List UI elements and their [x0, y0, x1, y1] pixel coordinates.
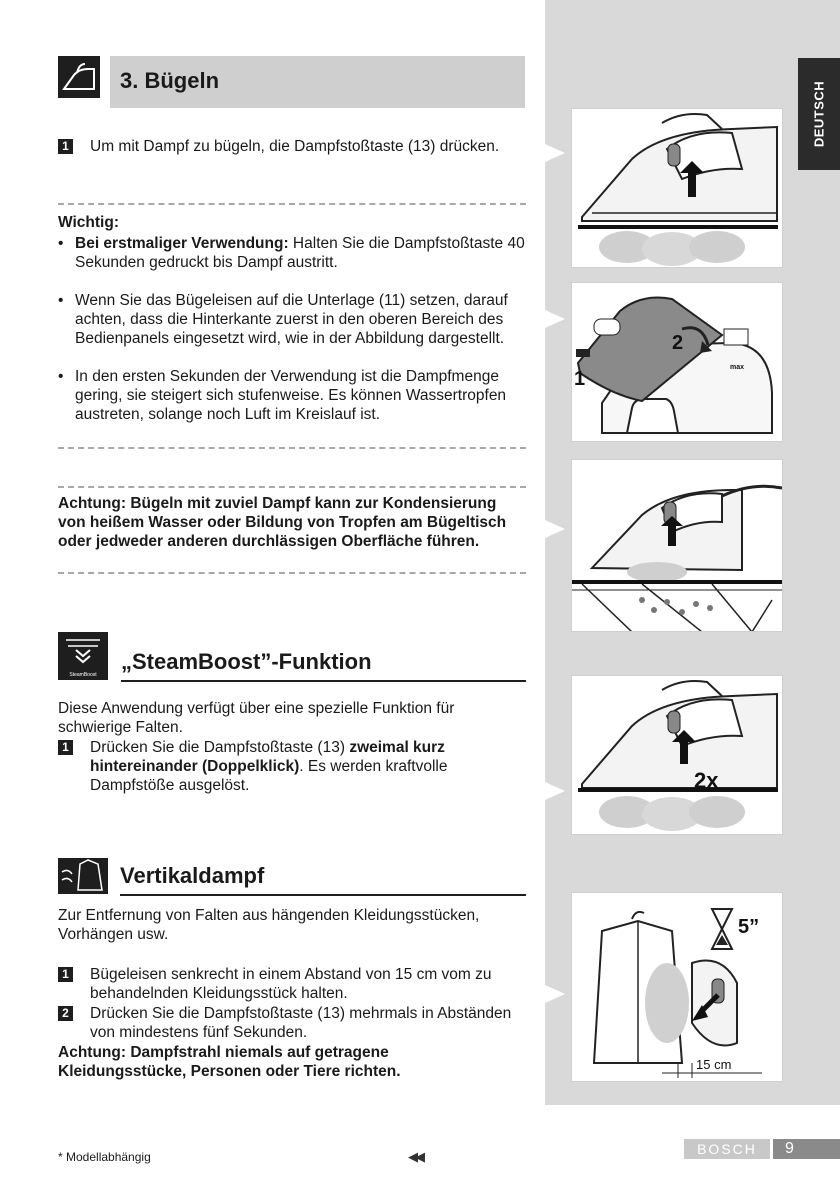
header-rule — [120, 894, 526, 896]
divider — [58, 572, 526, 574]
step-number: 1 — [58, 967, 73, 982]
footnote: * Modellabhängig — [58, 1150, 151, 1164]
figure-pointer — [545, 782, 565, 800]
page-number: 9 — [785, 1140, 794, 1157]
page-number-box — [773, 1139, 840, 1159]
figure-time-label: 5” — [738, 916, 760, 938]
steamboost-intro: Diese Anwendung verfügt über eine spezielle Funktion für schwierige Falten. — [58, 700, 455, 736]
figure-pointer — [545, 144, 565, 162]
figure-distance-label: 15 cm — [696, 1057, 732, 1072]
vertical-step-1 — [58, 965, 526, 1002]
figure-iron-steamboost — [571, 675, 783, 835]
bullet-text: Halten Sie die Dampfstoßtaste 40 Sekunden gedruckt bis Dampf austritt. — [75, 235, 525, 271]
section-title: 3. Bügeln — [120, 68, 220, 93]
caution-steam: Achtung: Bügeln mit zuviel Dampf kann zur Kondensierung von heißem Wasser oder Bildung von Tropfen am Bügeltisch oder jedweder anderen durchlässigen Oberfläche führen. — [58, 495, 507, 550]
important-heading: Wichtig: — [58, 214, 119, 231]
figure-iron-drops — [571, 459, 783, 632]
step-text: Bügeleisen senkrecht in einem Abstand von 15 cm vom zu behandelnden Kleidungsstück halten. — [90, 966, 492, 1002]
language-label: DEUTSCH — [811, 80, 827, 148]
garment-steam-icon — [58, 858, 108, 894]
language-tab[interactable] — [798, 58, 840, 170]
vertical-intro: Zur Entfernung von Falten aus hängenden Kleidungsstücken, Vorhängen usw. — [58, 907, 480, 943]
figure-iron-steam — [571, 108, 783, 268]
step-steam — [58, 137, 526, 156]
divider — [58, 447, 526, 449]
figure-vertical-steam — [571, 892, 783, 1082]
bullet-emphasis: Bei erstmaliger Verwendung: — [75, 235, 289, 252]
steamboost-icon — [58, 632, 108, 680]
figure-pointer — [545, 310, 565, 328]
steamboost-title: „SteamBoost”-Funktion — [121, 649, 372, 674]
caution-vertical: Achtung: Dampfstrahl niemals auf getragene Kleidungsstücke, Personen oder Tiere richten. — [58, 1044, 401, 1080]
figure-pointer — [545, 985, 565, 1003]
steamboost-header — [58, 632, 526, 682]
figure-step-label-1: 1 — [574, 368, 586, 390]
step-text: Drücken Sie die Dampfstoßtaste (13) — [90, 739, 350, 756]
brand-label: BOSCH — [684, 1139, 770, 1159]
step-number: 1 — [58, 139, 73, 154]
step-text: Um mit Dampf zu bügeln, die Dampfstoßtaste (13) drücken. — [90, 138, 500, 155]
vertical-steam-title: Vertikaldampf — [120, 863, 265, 888]
section-header — [58, 56, 525, 108]
step-text: . Es werden kraftvolle Dampfstöße ausgelöst. — [90, 758, 448, 794]
divider — [58, 203, 526, 205]
figure-step-label-2: 2 — [672, 332, 684, 354]
ironing-icon — [58, 56, 100, 98]
bullet-text: Wenn Sie das Bügeleisen auf die Unterlage (11) setzen, darauf achten, dass die Hinterkante zuerst in den oberen Bereich des Bedienpanels eingesetzt wird, wie in der Abbildung dargestellt. — [75, 292, 508, 347]
step-number: 2 — [58, 1006, 73, 1021]
figure-iron-base-placement — [571, 282, 783, 442]
step-number: 1 — [58, 740, 73, 755]
steamboost-icon-label: SteamBoost — [69, 672, 97, 678]
bullet-text: In den ersten Sekunden der Verwendung ist die Dampfmenge gering, sie steigert sich stufenweise. Es können Wassertropfen austreten, solange noch Luft im Kreislauf ist. — [75, 368, 507, 423]
divider — [58, 486, 526, 488]
figure-max-label: max — [730, 364, 745, 371]
previous-page-icon[interactable]: ◀◀ — [408, 1149, 422, 1164]
figure-pointer — [545, 520, 565, 538]
figure-double-click-label: 2x — [694, 768, 719, 793]
steamboost-step — [58, 738, 526, 794]
vertical-step-2 — [58, 1004, 526, 1041]
vertical-steam-header — [58, 846, 526, 896]
step-text: Drücken Sie die Dampfstoßtaste (13) mehrmals in Abständen von mindestens fünf Sekunden. — [90, 1005, 512, 1041]
header-rule — [121, 680, 526, 682]
step-emphasis: zweimal kurz hintereinander (Doppelklick) — [90, 739, 445, 775]
